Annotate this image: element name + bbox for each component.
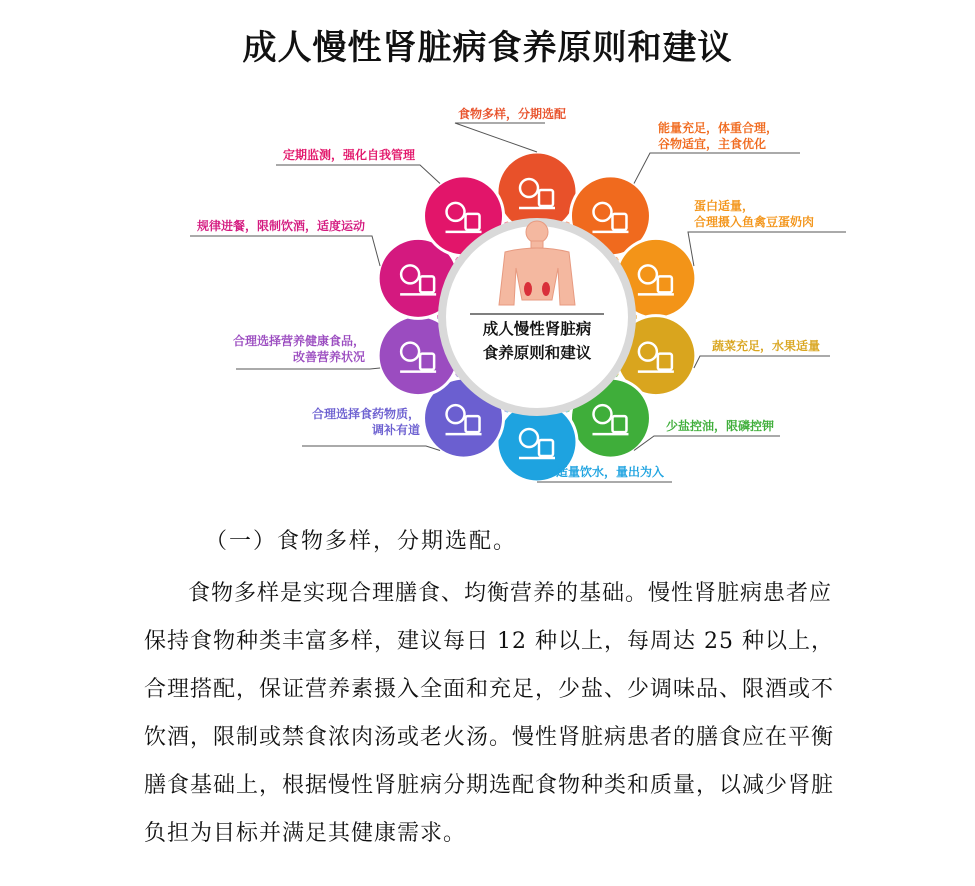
petal-label: 适量饮水，量出为入 — [556, 465, 665, 479]
leader-line — [455, 123, 545, 152]
leader-line — [276, 165, 440, 184]
petal-label: 规律进餐，限制饮酒，适度运动 — [196, 219, 365, 233]
petal-label: 定期监测，强化自我管理 — [282, 148, 415, 162]
petal-label: 谷物适宜，主食优化 — [658, 137, 767, 151]
petal-label: 合理选择食药物质， — [311, 407, 420, 421]
leader-line — [236, 368, 380, 369]
petal-label: 蛋白适量， — [694, 199, 755, 213]
leader-line — [634, 436, 780, 450]
section-heading: （一）食物多样，分期选配。 — [205, 529, 518, 554]
petal-label: 调补有道 — [371, 423, 420, 437]
petal-label: 改善营养状况 — [292, 350, 365, 364]
petal-label: 蔬菜充足，水果适量 — [712, 339, 821, 353]
hub-title-line-2: 食养原则和建议 — [482, 344, 592, 362]
leader-line — [302, 446, 440, 450]
section-paragraph: 食物多样是实现合理膳食、均衡营养的基础。慢性肾脏病患者应保持食物种类丰富多样，建议每日 12 种以上，每周达 25 种以上，合理搭配，保证营养素摄入全面和充足，少盐、少调味品、限酒或不饮酒，限制或禁食浓肉汤或老火汤。慢性肾脏病患者的膳食应在平衡膳食基础上，根据慢性肾脏病分期选配食物种类和质量，以减少肾脏负担为目标并满足其健康需求。 — [144, 581, 835, 846]
document-title: 成人慢性肾脏病食养原则和建议 — [242, 28, 733, 68]
petal-label: 少盐控油，限磷控钾 — [666, 419, 775, 433]
leader-line — [688, 232, 846, 266]
leader-line — [694, 356, 830, 368]
leader-line — [634, 153, 800, 184]
petal-label: 合理摄入鱼禽豆蛋奶肉 — [694, 215, 815, 229]
petal-label: 合理选择营养健康食品， — [232, 334, 365, 348]
petal-label: 食物多样，分期选配 — [458, 107, 567, 121]
leader-line — [190, 236, 380, 266]
petal-label: 能量充足，体重合理， — [658, 121, 779, 135]
hub-title-line-1: 成人慢性肾脏病 — [482, 320, 592, 338]
